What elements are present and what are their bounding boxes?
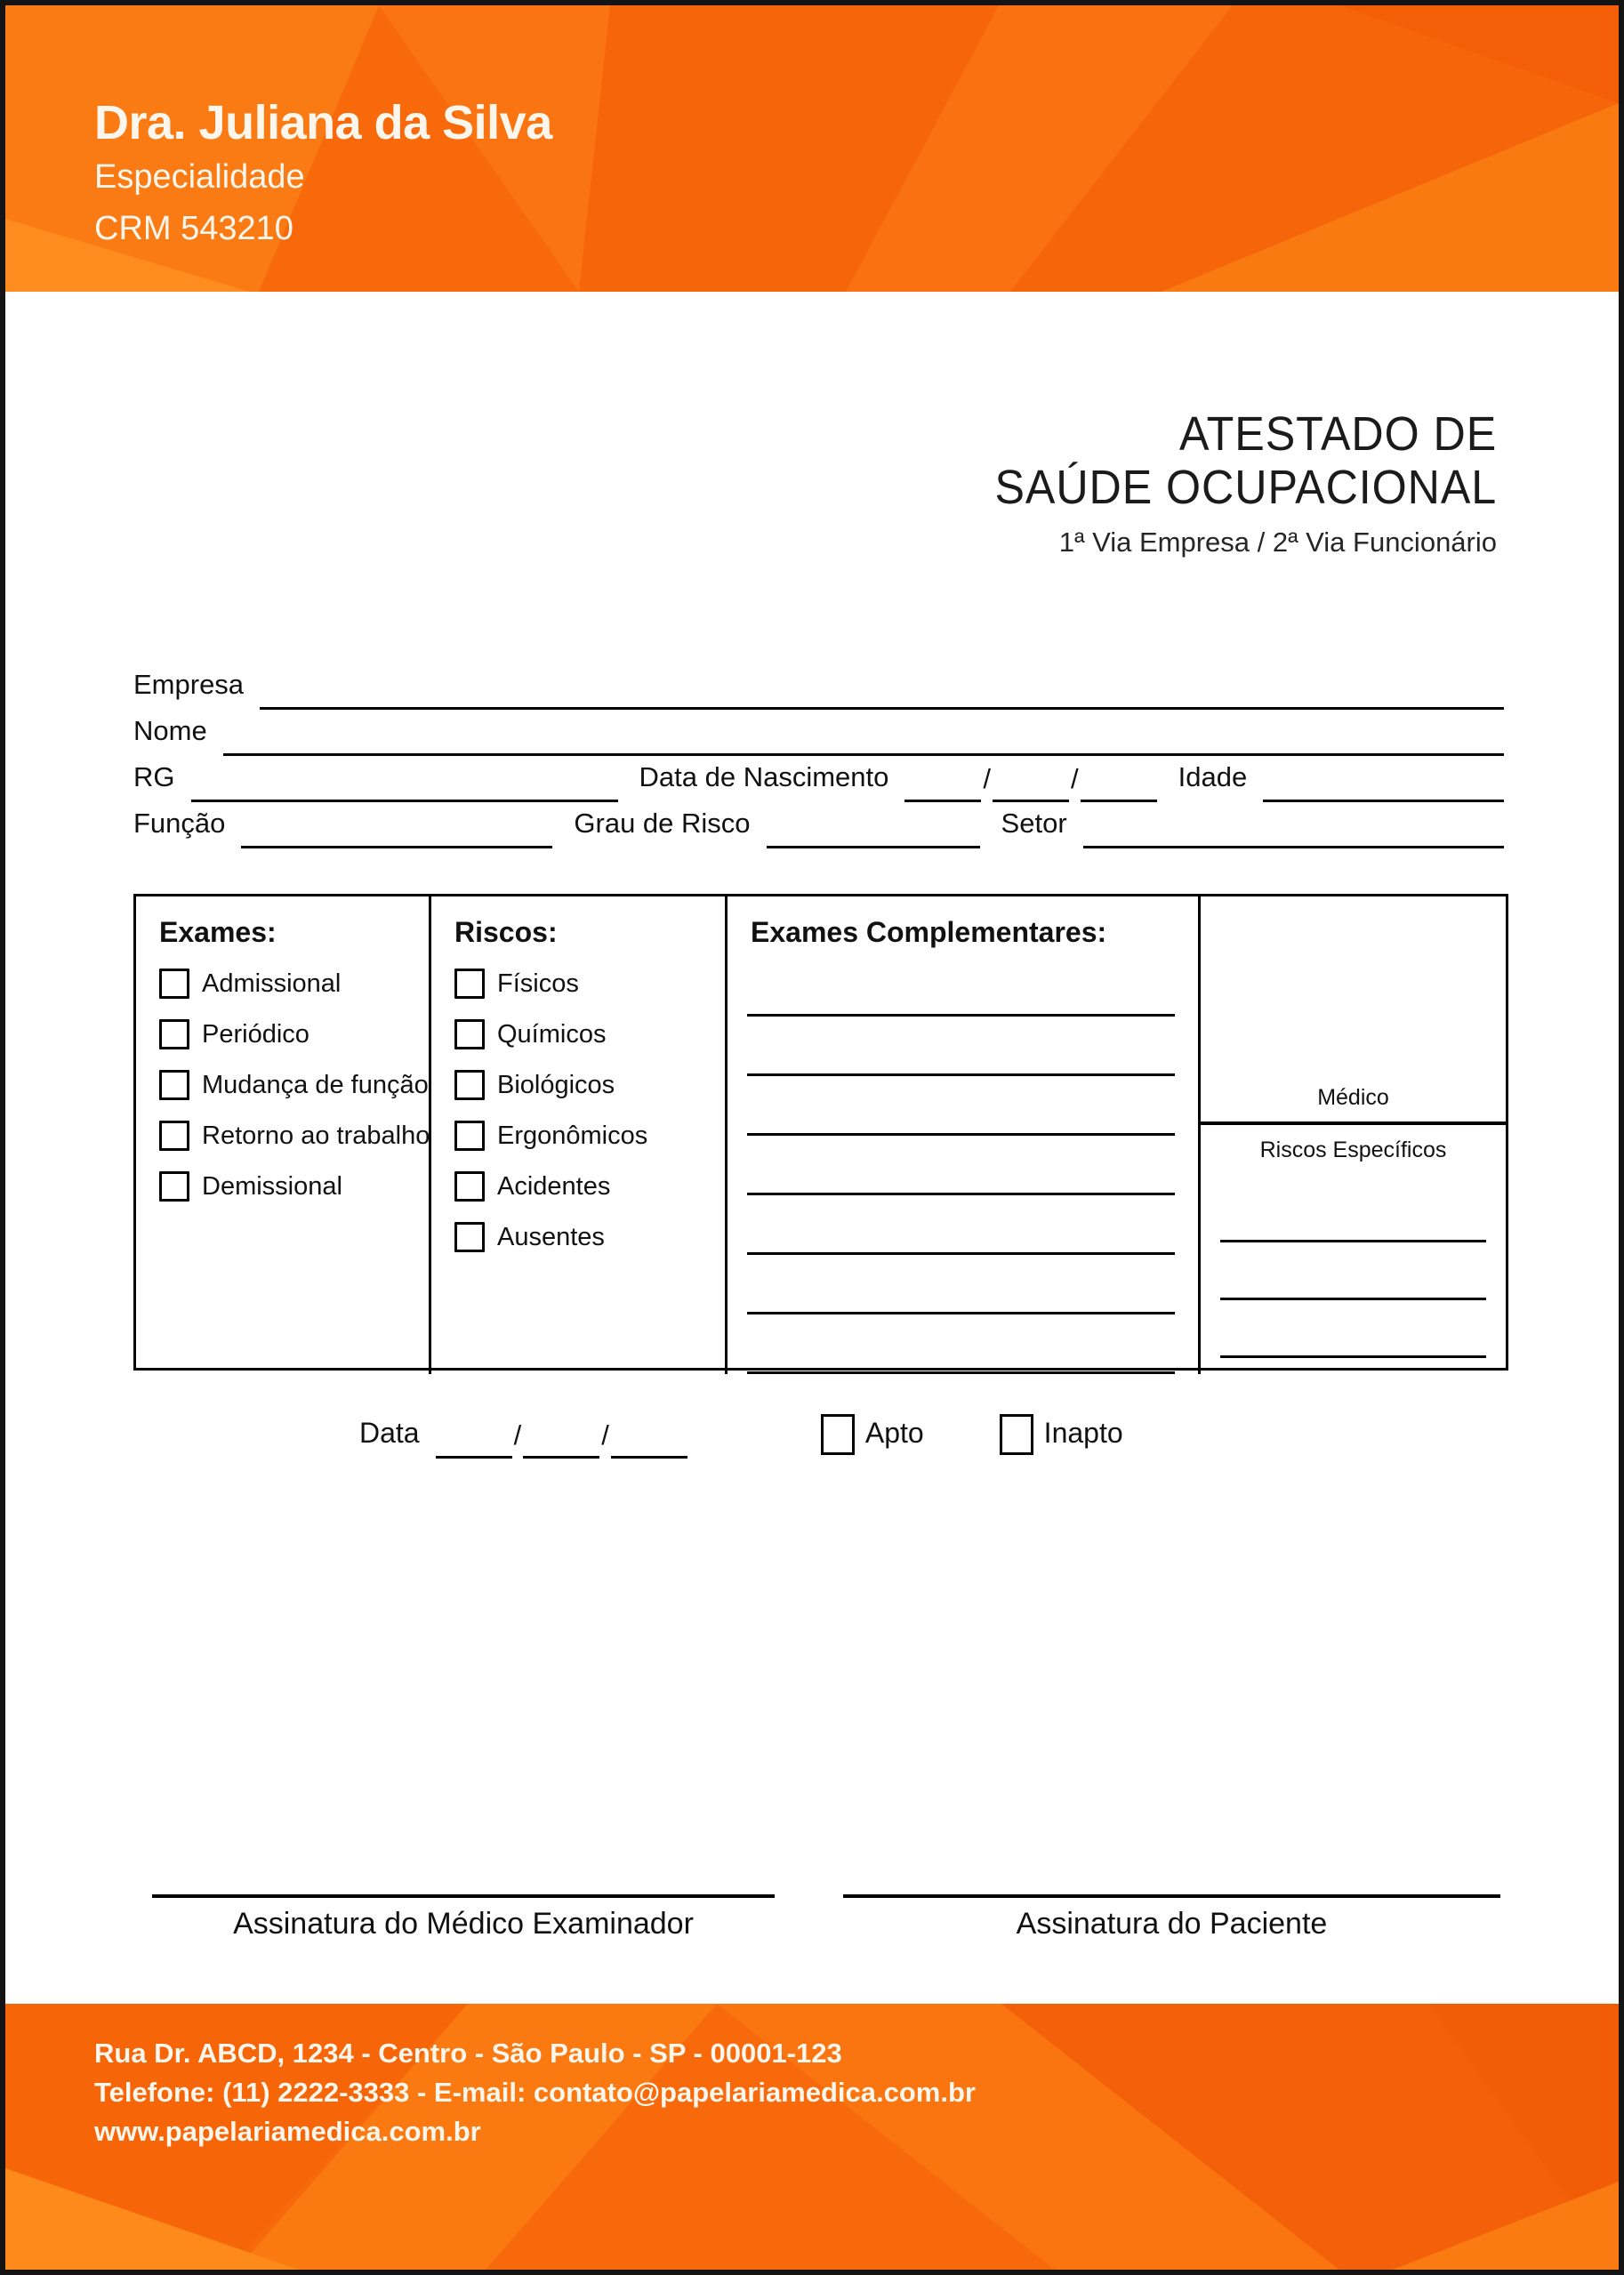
fisicos-label: Físicos [497,969,579,998]
demissional-checkbox[interactable] [159,1171,189,1202]
grau-risco-label: Grau de Risco [574,808,751,839]
risco-biologicos-item [454,1072,725,1098]
field-row-nome [133,710,1504,756]
riscos-checkbox-list [454,970,725,1250]
field-row-empresa [133,663,1504,710]
biologicos-label: Biológicos [497,1070,615,1099]
mudanca-funcao-checkbox[interactable] [159,1070,189,1100]
complementares-line [747,1195,1175,1255]
biologicos-checkbox[interactable] [454,1070,485,1100]
grau-risco-line [767,842,980,848]
idade-line [1263,796,1504,802]
inapto-checkbox[interactable] [1000,1414,1033,1455]
date-slash: / [601,1419,609,1451]
signature-paciente [843,1894,1500,1941]
funcao-label: Função [133,808,226,839]
medico-label: Médico [1317,1085,1389,1110]
exames-column [136,896,431,1374]
exames-complementares-lines [747,957,1175,1374]
data-day-line [436,1452,512,1459]
admissional-label: Admissional [202,969,342,998]
risco-acidentes-item [454,1173,725,1200]
date-slash: / [513,1419,522,1451]
idade-label: Idade [1178,761,1248,792]
doctor-name: Dra. Juliana da Silva [94,96,552,149]
funcao-line [241,842,552,848]
riscos-especificos-label: Riscos Específicos [1259,1138,1447,1162]
empresa-line [260,703,1504,710]
apto-group [821,1414,924,1459]
nascimento-year-line [1081,796,1157,802]
apto-checkbox[interactable] [821,1414,855,1455]
exames-complementares-title: Exames Complementares: [751,916,1107,948]
exame-admissional-item [159,970,429,997]
exame-demissional-item [159,1173,429,1200]
exame-periodico-item [159,1021,429,1048]
complementares-line [747,1136,1175,1195]
riscos-column [431,896,728,1374]
periodico-label: Periódico [202,1019,310,1049]
riscos-especificos-line [1220,1300,1486,1358]
title-line-1: ATESTADO DE [1178,407,1497,461]
retorno-trabalho-label: Retorno ao trabalho [202,1121,430,1150]
footer-phone-email: Telefone: (11) 2222-3333 - E-mail: contato@papelariamedica.com.br [94,2077,976,2108]
medico-cell [1201,896,1506,1125]
fisicos-checkbox[interactable] [454,969,485,999]
data-nascimento-label: Data de Nascimento [639,761,889,792]
setor-label: Setor [1001,808,1067,839]
risco-fisicos-item [454,970,725,997]
empresa-label: Empresa [133,669,245,700]
quimicos-checkbox[interactable] [454,1019,485,1049]
ergonomicos-checkbox[interactable] [454,1121,485,1151]
title-subtitle: 1ª Via Empresa / 2ª Via Funcionário [1058,527,1497,558]
inapto-label: Inapto [1043,1417,1123,1449]
retorno-trabalho-checkbox[interactable] [159,1121,189,1151]
riscos-especificos-lines [1220,1185,1486,1358]
data-label: Data [359,1417,420,1449]
ergonomicos-label: Ergonômicos [497,1121,648,1150]
field-row-rg-nascimento [133,756,1504,802]
signature-medico-label: Assinatura do Médico Examinador [233,1907,694,1941]
complementares-line [747,1017,1175,1076]
doctor-block [94,94,552,254]
patient-fields [133,663,1504,848]
risco-quimicos-item [454,1021,725,1048]
signature-medico [152,1894,775,1941]
complementares-line [747,1076,1175,1136]
admissional-checkbox[interactable] [159,969,189,999]
title-line-2: SAÚDE OCUPACIONAL [994,461,1497,514]
periodico-checkbox[interactable] [159,1019,189,1049]
rg-label: RG [133,761,175,792]
risco-ausentes-item [454,1224,725,1250]
inapto-group [1000,1414,1123,1459]
nome-line [223,750,1504,756]
quimicos-label: Químicos [497,1019,607,1049]
footer-website[interactable]: www.papelariamedica.com.br [94,2116,481,2147]
footer-address: Rua Dr. ABCD, 1234 - Centro - São Paulo - SP - 00001-123 [94,2038,842,2069]
date-slash: / [1071,763,1079,794]
doctor-crm: CRM 543210 [94,210,293,247]
risco-ergonomicos-item [454,1122,725,1149]
complementares-line [747,957,1175,1017]
apto-label: Apto [864,1417,924,1449]
exames-complementares-column [728,896,1201,1374]
field-row-funcao-setor [133,802,1504,848]
complementares-line [747,1255,1175,1314]
signatures-section [152,1894,1500,1941]
medico-column [1201,896,1506,1374]
decision-row [359,1409,1123,1459]
exame-retorno-item [159,1122,429,1149]
ausentes-checkbox[interactable] [454,1222,485,1252]
exame-mudanca-item [159,1072,429,1098]
doctor-specialty: Especialidade [94,158,305,196]
setor-line [1083,842,1504,848]
exames-checkbox-list [159,970,429,1200]
footer-contact-block [94,2034,976,2151]
footer-banner [5,2004,1619,2270]
signature-paciente-label: Assinatura do Paciente [1016,1907,1328,1941]
header-banner [5,5,1619,292]
riscos-especificos-line [1220,1185,1486,1242]
mudanca-funcao-label: Mudança de função [202,1070,429,1099]
acidentes-checkbox[interactable] [454,1171,485,1202]
nascimento-day-line [904,796,981,802]
acidentes-label: Acidentes [497,1171,611,1201]
data-year-line [611,1452,687,1459]
riscos-title: Riscos: [454,916,558,948]
exames-title: Exames: [159,916,277,948]
document-title-block [957,407,1497,559]
nome-label: Nome [133,715,207,746]
signature-spacer [775,1894,843,1941]
ausentes-label: Ausentes [497,1222,605,1251]
date-slash: / [983,763,991,794]
complementares-line [747,1314,1175,1374]
riscos-especificos-cell [1201,1125,1506,1374]
riscos-especificos-line [1220,1242,1486,1300]
rg-line [191,796,618,802]
nascimento-month-line [993,796,1069,802]
data-month-line [523,1452,599,1459]
document-title [994,407,1497,514]
exam-grid [133,894,1508,1371]
demissional-label: Demissional [202,1171,342,1201]
